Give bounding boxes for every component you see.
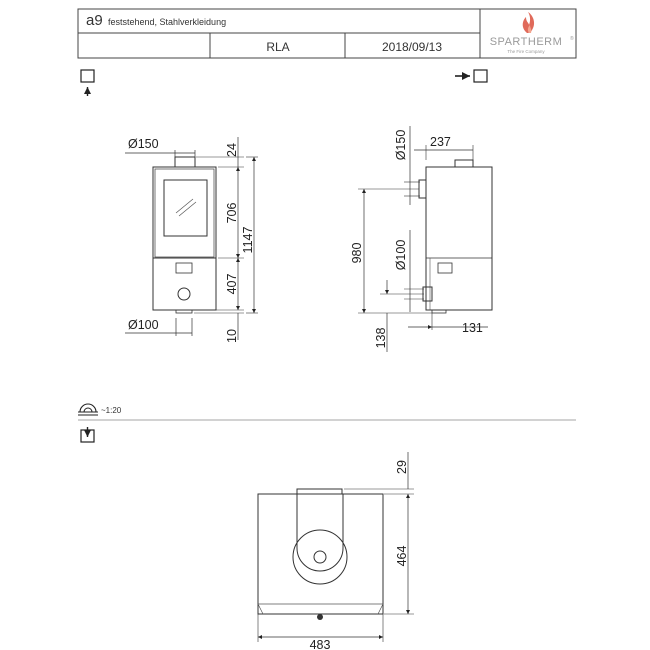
side-height-lower-flue: 138	[374, 327, 388, 349]
scale-label: ~1:20	[101, 406, 122, 415]
front-view	[125, 137, 258, 343]
side-view-icon	[455, 70, 487, 82]
plan-dim-top: 29	[395, 460, 409, 474]
side-flue-upper-label: Ø150	[394, 129, 408, 161]
brand-tagline: The Fire Company	[507, 49, 545, 54]
model-name: a9	[86, 12, 103, 29]
spartherm-logo	[490, 12, 574, 54]
front-dim-door: 706	[225, 202, 239, 224]
front-dim-top: 24	[225, 143, 239, 157]
brand-name: SPARTHERM	[489, 36, 563, 48]
side-depth-top: 237	[430, 135, 451, 149]
plan-dim-width: 483	[309, 638, 331, 650]
side-view	[350, 126, 492, 352]
registered-mark: ®	[570, 36, 574, 42]
model-description: feststehend, Stahlverkleidung	[108, 17, 227, 27]
front-dim-foot: 10	[225, 329, 239, 343]
top-view-icon	[81, 427, 94, 442]
front-dim-total: 1147	[241, 226, 255, 254]
plan-view	[258, 452, 414, 650]
side-depth-bottom: 131	[462, 321, 483, 335]
title-block	[78, 9, 576, 58]
plan-dim-depth: 464	[395, 545, 409, 567]
variant-label: RLA	[266, 40, 290, 54]
date-label: 2018/09/13	[381, 40, 443, 54]
side-flue-lower-label: Ø100	[394, 239, 408, 271]
front-view-icon	[81, 70, 94, 96]
scale-icon	[78, 404, 98, 415]
front-flue-bottom-label: Ø100	[128, 318, 159, 332]
front-dim-lower: 407	[225, 273, 239, 295]
front-flue-top-label: Ø150	[128, 137, 159, 151]
side-height-upper-flue: 980	[350, 242, 364, 264]
